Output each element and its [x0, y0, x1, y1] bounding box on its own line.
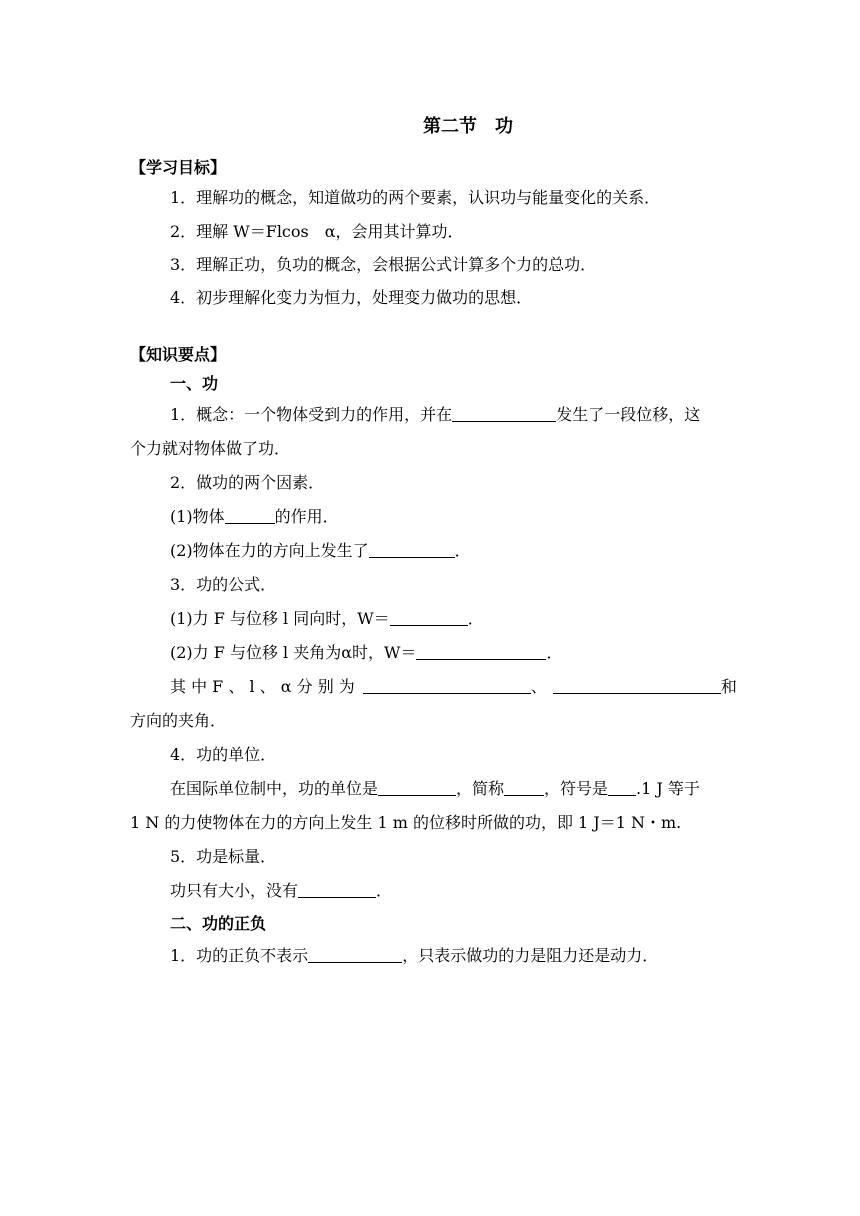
scalar-text-b: ．	[376, 881, 393, 900]
factor-2-text-b: ．	[454, 541, 471, 560]
concept-text-b: 发生了一段位移，这	[556, 405, 701, 424]
formula-2-text-b: ．	[546, 643, 563, 662]
formula-vars	[170, 677, 737, 697]
answer-blank[interactable]	[298, 882, 376, 898]
answer-blank[interactable]	[452, 406, 556, 422]
formula-heading: 3．功的公式．	[170, 575, 277, 594]
formula-vars-line-2: 方向的夹角．	[130, 711, 227, 730]
unit-line-2: 1 N 的力使物体在力的方向上发生 1 m 的位移时所做的功，即 1 J＝1 N・m.	[130, 813, 682, 832]
answer-blank[interactable]	[225, 508, 275, 524]
unit-text-a: 在国际单位制中，功的单位是	[170, 779, 379, 798]
formula-1	[170, 609, 484, 629]
answer-blank[interactable]	[308, 947, 402, 963]
concept-line-2: 个力就对物体做了功．	[130, 439, 291, 458]
points-heading: 【知识要点】	[130, 345, 227, 364]
factors-heading: 2．做功的两个因素．	[170, 473, 325, 492]
factor-2-text-a: (2)物体在力的方向上发生了	[170, 541, 369, 560]
sign-line	[170, 946, 658, 966]
concept-text-a: 1．概念：一个物体受到力的作用，并在	[170, 405, 453, 424]
answer-blank[interactable]	[553, 678, 721, 694]
unit-text-b: ，简称	[456, 779, 505, 798]
answer-blank[interactable]	[378, 780, 456, 796]
unit-text-c: ，符号是	[544, 779, 609, 798]
unit-text-d: .1 J 等于	[636, 779, 700, 798]
factor-1-text-b: 的作用．	[274, 507, 339, 526]
goal-item-1: 1．理解功的概念，知道做功的两个要素，认识功与能量变化的关系．	[170, 188, 661, 207]
answer-blank[interactable]	[369, 542, 455, 558]
formula-2	[170, 643, 563, 663]
scalar-line	[170, 881, 392, 901]
answer-blank[interactable]	[363, 678, 531, 694]
scalar-text-a: 功只有大小，没有	[170, 881, 299, 900]
concept-line	[170, 405, 700, 425]
factor-2	[170, 541, 471, 561]
section-heading-1: 一、功	[170, 374, 219, 393]
goal-item-4: 4．初步理解化变力为恒力，处理变力做功的思想．	[170, 288, 533, 307]
goals-heading: 【学习目标】	[130, 158, 227, 177]
unit-heading: 4．功的单位．	[170, 745, 277, 764]
goal-item-3: 3．理解正功，负功的概念，会根据公式计算多个力的总功．	[170, 255, 597, 274]
answer-blank[interactable]	[390, 610, 468, 626]
factor-1	[170, 507, 339, 527]
formula-2-text-a: (2)力 F 与位移 l 夹角为α时，W＝	[170, 643, 417, 662]
scalar-heading: 5．功是标量．	[170, 847, 277, 866]
formula-1-text-a: (1)力 F 与位移 l 同向时，W＝	[170, 609, 390, 628]
formula-vars-text-a: 其 中 F 、 l 、 α 分 别 为	[170, 677, 355, 696]
formula-vars-text-c: 和	[720, 677, 737, 696]
section-heading-2: 二、功的正负	[170, 914, 267, 933]
page-title: 第二节 功	[423, 116, 513, 137]
factor-1-text-a: (1)物体	[170, 507, 225, 526]
sign-text-b: ，只表示做功的力是阻力还是动力．	[402, 946, 659, 965]
formula-1-text-b: ．	[467, 609, 484, 628]
unit-line	[170, 779, 700, 799]
goal-item-2: 2．理解 W＝Flcos α，会用其计算功．	[170, 222, 464, 241]
sign-text-a: 1．功的正负不表示	[170, 946, 309, 965]
formula-vars-text-b: 、	[530, 677, 547, 696]
answer-blank[interactable]	[504, 780, 544, 796]
answer-blank[interactable]	[608, 780, 636, 796]
answer-blank[interactable]	[416, 644, 546, 660]
